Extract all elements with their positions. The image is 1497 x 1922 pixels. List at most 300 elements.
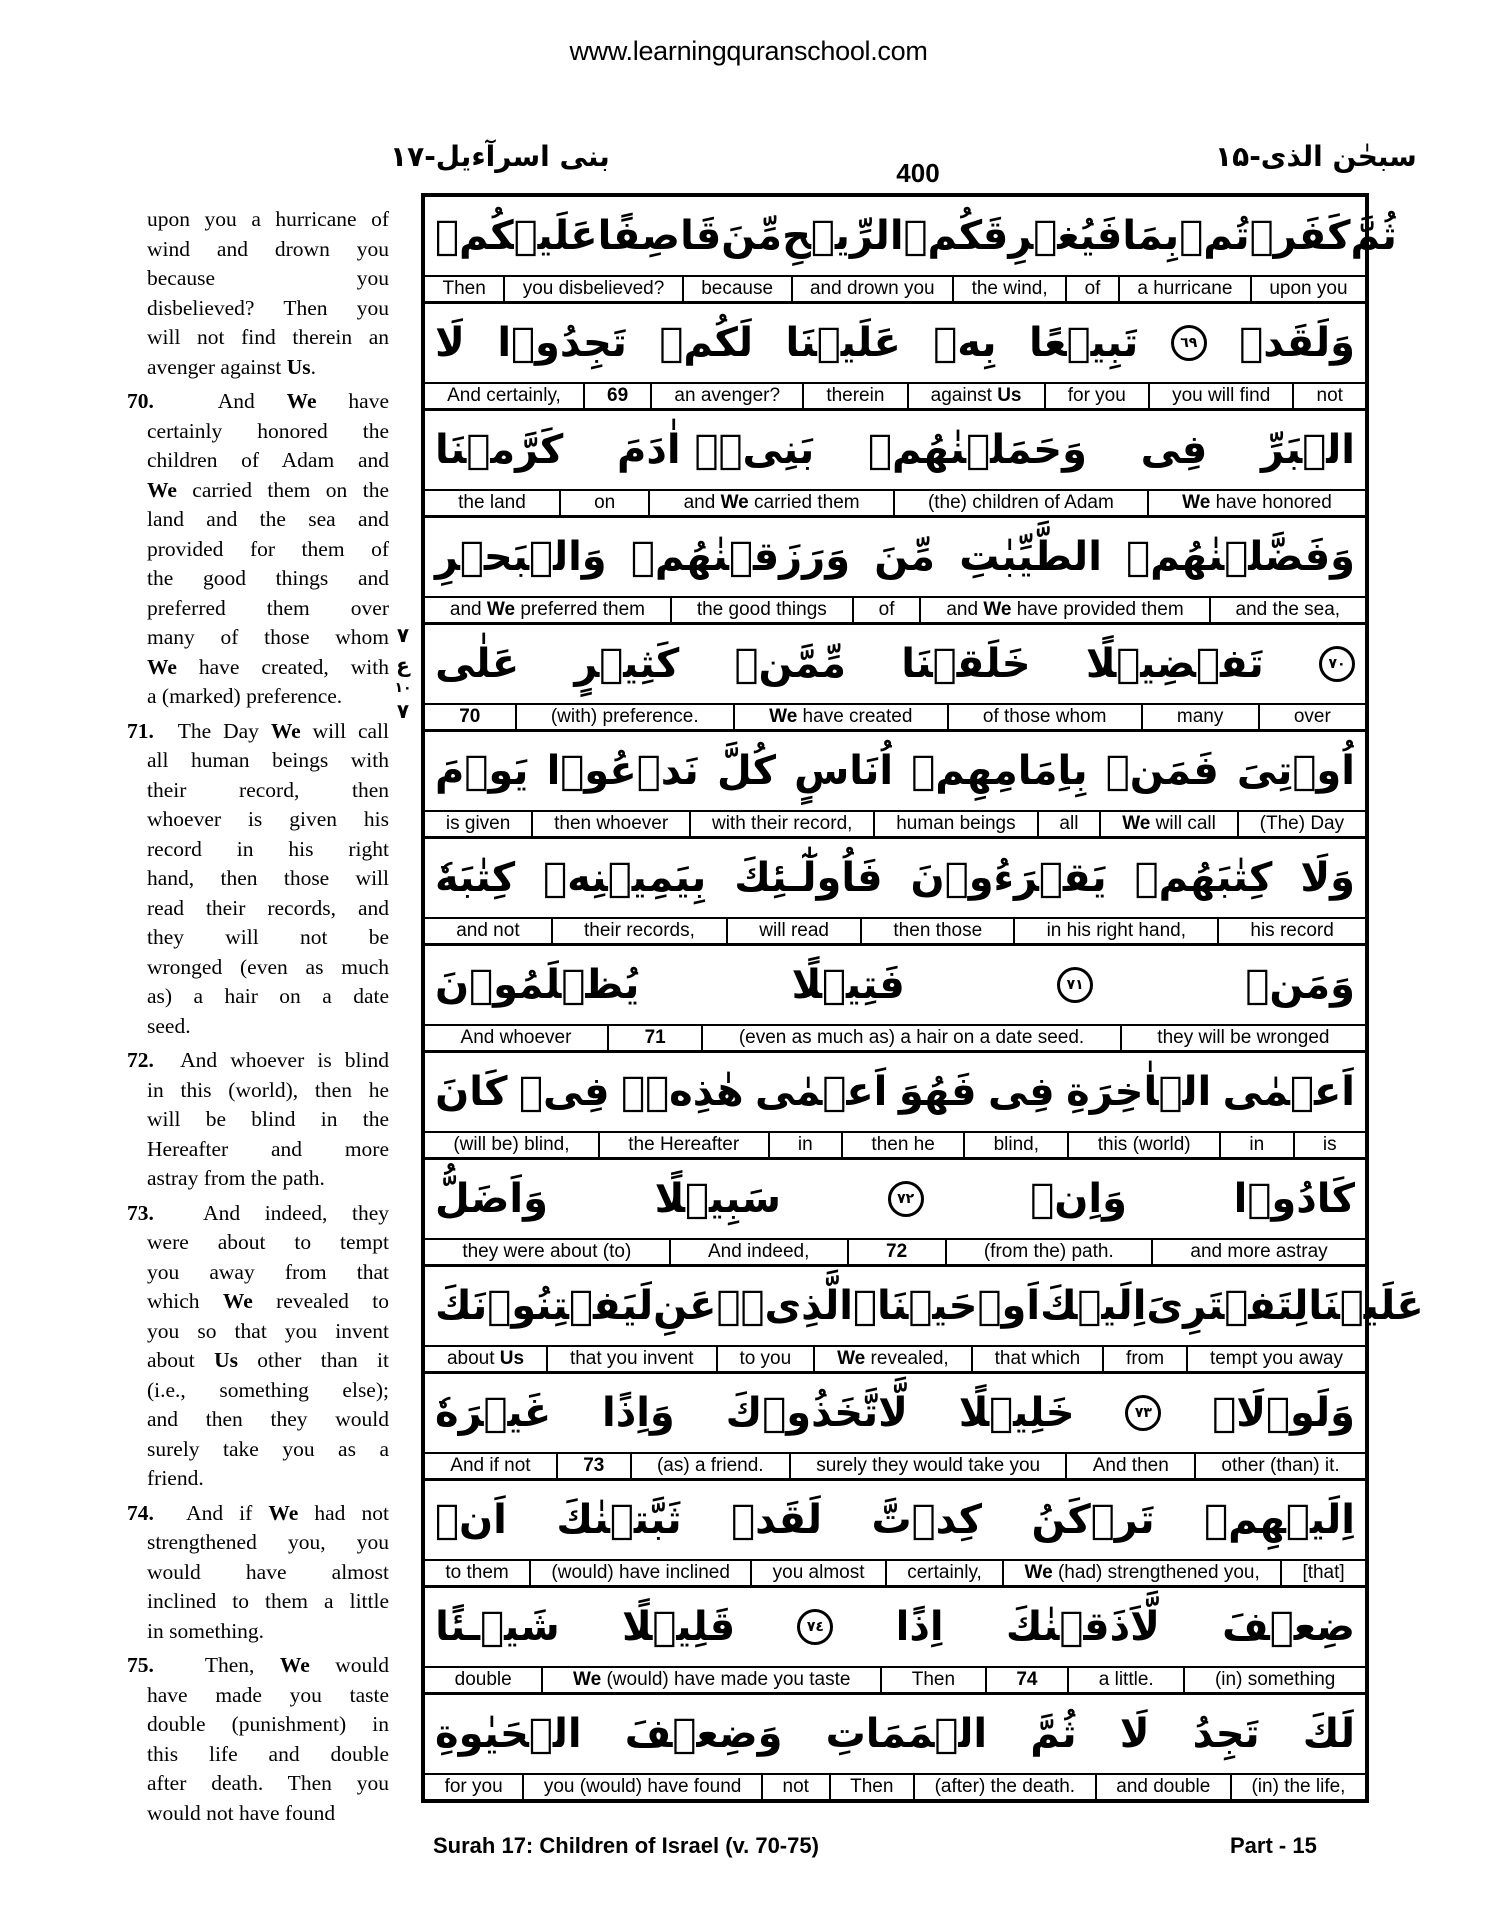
english-word-cell: and not (456, 920, 520, 941)
arabic-word: لَّاتَّخَذُوۡكَ (725, 1390, 908, 1436)
english-word-cell: that you invent (546, 1347, 715, 1371)
arabic-row (425, 732, 1365, 812)
translation-line: have made you taste (147, 1682, 389, 1707)
emphasis: We (1122, 813, 1151, 834)
english-word-cell: about Us (446, 1348, 525, 1369)
english-word-cell: human beings (873, 812, 1036, 836)
english-word-cell: with their record, (689, 812, 873, 836)
arabic-word: وَلَوۡلَاۤ (1212, 1390, 1355, 1436)
translation-line: because you (147, 266, 389, 290)
emphasis: We (837, 1348, 866, 1369)
arabic-word: تَبِيۡعًا (1029, 320, 1139, 366)
arabic-row (425, 304, 1365, 384)
translation-line: about Us other than it (147, 1348, 389, 1372)
english-row (425, 919, 1365, 943)
verse-translation (127, 1199, 389, 1494)
ayah-end-marker-icon: ٧٢ (888, 1181, 924, 1217)
english-row (425, 1668, 1365, 1692)
english-word-cell: (from the) path. (945, 1240, 1152, 1264)
english-word-cell: of those whom (947, 705, 1141, 729)
arabic-word: عَلَيۡنَا (785, 320, 901, 366)
translation-line: children of Adam and (147, 448, 389, 472)
english-word-cell: and We carried them (648, 491, 892, 515)
english-word-cell: not (761, 1775, 829, 1799)
english-word-cell: And certainly, (447, 385, 561, 406)
arabic-word: قَلِيۡلًا (621, 1604, 736, 1650)
arabic-word: لَكُمۡ (659, 320, 753, 366)
arabic-row (425, 839, 1365, 919)
translation-line: 75. Then, We would (127, 1653, 390, 1677)
arabic-word: عَلَيۡكُمۡ (435, 213, 598, 259)
english-row (425, 1561, 1365, 1585)
english-word-cell: against Us (907, 384, 1044, 408)
english-word-cell: And if not (450, 1455, 531, 1476)
ruku-top: ۷ (396, 623, 410, 647)
arabic-word: نَدۡعُوۡا (546, 748, 699, 794)
verse-translation (127, 1046, 389, 1194)
english-row (425, 1347, 1365, 1371)
english-word-cell: double (454, 1669, 512, 1690)
arabic-word: اُنَاسٍ (794, 748, 894, 794)
translation-line: this life and double (147, 1741, 389, 1766)
footer-surah-title: Surah 17: Children of Israel (v. 70-75) (433, 1833, 819, 1858)
arabic-word: تَفۡضِيۡلًا (1085, 641, 1264, 687)
arabic-word: الرِّيۡحِ (782, 213, 904, 259)
translation-line: in something. (147, 1618, 265, 1643)
translation-line: strengthened you, you (147, 1530, 389, 1554)
emphasis: Us (499, 1348, 525, 1369)
translation-line: inclined to them a little (147, 1589, 389, 1613)
arabic-word: كَادُوۡا (1233, 1176, 1355, 1222)
arabic-word: ضِعۡفَ (1222, 1604, 1355, 1650)
arabic-row (425, 1695, 1365, 1775)
translation-line: will be blind in the (147, 1107, 389, 1131)
arabic-word: بِمَا (1122, 213, 1180, 259)
english-row (425, 384, 1365, 408)
arabic-word: غَيۡرَهٗ (435, 1390, 552, 1436)
english-word-cell: We have created (733, 705, 947, 729)
english-word-cell: We (had) strengthened you, (1002, 1561, 1280, 1585)
english-word-cell: to you (716, 1347, 814, 1371)
english-word-cell: because (682, 277, 791, 301)
arabic-word: ثُمَّ (1350, 213, 1397, 259)
arabic-word: وَالۡبَحۡرِ (435, 534, 607, 580)
arabic-word: كَانَ (435, 1069, 508, 1115)
arabic-word: اِلَيۡهِمۡ (1204, 1497, 1355, 1543)
arabic-row (425, 946, 1365, 1026)
english-word-cell: this (world) (1067, 1133, 1219, 1157)
ayah-number-cell: 72 (847, 1240, 945, 1264)
translation-line: would have almost (147, 1559, 389, 1584)
arabic-word: مِّنَ (721, 213, 783, 259)
verse-translation (127, 1651, 389, 1828)
verse-row-block (425, 1160, 1365, 1267)
emphasis: We (147, 654, 177, 679)
translation-line: whoever is given his (147, 807, 389, 831)
surah-name-arabic: بنی اسرآءیل-۱۷ (390, 140, 610, 173)
emphasis: We (1182, 492, 1211, 513)
english-word-cell: of (852, 598, 920, 622)
arabic-word: يَوۡمَ (435, 748, 529, 794)
english-word-cell: upon you (1250, 277, 1365, 301)
english-word-cell: (in) the life, (1230, 1775, 1365, 1799)
english-word-cell: the wind, (952, 277, 1065, 301)
english-word-cell: for you (444, 1776, 503, 1797)
english-word-cell: (the) children of Adam (893, 491, 1147, 515)
english-word-cell: they were about (to) (462, 1241, 632, 1262)
arabic-row (425, 1374, 1365, 1454)
english-word-cell: [that] (1280, 1561, 1365, 1585)
english-word-cell: and the sea, (1209, 598, 1365, 622)
arabic-word: اَوۡحَيۡنَاۤ (853, 1283, 1041, 1329)
english-word-cell: of (1065, 277, 1118, 301)
english-word-cell: in (1219, 1133, 1293, 1157)
verse-row-block (425, 411, 1365, 518)
verse-row-block (425, 625, 1365, 732)
arabic-word: فَاُولٰٓـئِكَ (734, 855, 883, 901)
translation-line: friend. (147, 1466, 204, 1490)
english-row (425, 598, 1365, 622)
ruku-bottom: ۷ (396, 699, 410, 723)
english-word-cell: you will find (1148, 384, 1292, 408)
translation-line: surely take you as a (147, 1436, 389, 1461)
arabic-word: كَرَّمۡنَا (435, 427, 564, 473)
english-word-cell: (will be) blind, (453, 1134, 570, 1155)
english-word-cell: And indeed, (669, 1240, 847, 1264)
arabic-word: فَمَنۡ (1105, 748, 1219, 794)
translation-line: 74. And if We had not (127, 1500, 389, 1525)
translation-line: land and the sea and (147, 507, 389, 531)
arabic-word: لَيَفۡتِنُوۡنَكَ (435, 1283, 654, 1329)
verse-translation (127, 717, 389, 1042)
site-url: www.learningquranschool.com (569, 36, 928, 66)
english-word-cell: will read (726, 919, 860, 943)
arabic-word: هٰذِهٖۤ (621, 1069, 744, 1115)
emphasis: We (270, 718, 301, 743)
translation-line: will not find therein an (147, 325, 389, 349)
arabic-word: كَثِيۡرٍ (574, 641, 680, 687)
arabic-word: وَرَزَقۡنٰهُمۡ (630, 534, 851, 580)
english-word-cell: you disbelieved? (503, 277, 681, 301)
english-row (425, 1026, 1365, 1050)
translation-line: disbelieved? Then you (147, 295, 389, 320)
english-word-cell: surely they would take you (789, 1454, 1066, 1478)
english-row (425, 1454, 1365, 1478)
translation-line: certainly honored the (147, 418, 389, 443)
arabic-word: لَا (1119, 1711, 1150, 1757)
english-word-cell: over (1258, 705, 1365, 729)
arabic-word: ثَبَّتۡنٰكَ (556, 1497, 682, 1543)
translation-line: the good things and (147, 566, 389, 590)
part-name-arabic: سبحٰن الذی-۱۵ (1215, 140, 1417, 173)
english-word-cell: is given (445, 813, 511, 834)
ayah-number-cell: 69 (583, 384, 650, 408)
word-by-word-table (421, 193, 1424, 1803)
verse-number: 72. (127, 1048, 181, 1072)
english-word-cell: certainly, (885, 1561, 1002, 1585)
english-word-cell: then those (860, 919, 1013, 943)
ayah-end-marker-icon: ٧٤ (797, 1609, 833, 1645)
arabic-word: تَجِدُوۡا (497, 320, 627, 366)
arabic-word: بِهٖ (933, 320, 997, 366)
arabic-word: وَاَضَلُّ (435, 1176, 548, 1222)
arabic-word: ثُمَّ (1030, 1711, 1077, 1757)
translation-line: seed. (147, 1013, 191, 1038)
ayah-end-marker-icon: ٧٠ (1319, 646, 1355, 682)
verse-number: 73. (127, 1200, 204, 1225)
translation-line: provided for them of (147, 536, 389, 561)
emphasis: Us (997, 385, 1022, 406)
arabic-word: فِى (1140, 427, 1208, 473)
english-row (425, 705, 1365, 729)
translation-line: which We revealed to (147, 1289, 390, 1313)
english-word-cell: tempt you away (1186, 1347, 1365, 1371)
arabic-row (425, 1267, 1424, 1347)
translation-line: you so that you invent (147, 1318, 389, 1343)
arabic-word: كِدۡتَّ (871, 1497, 983, 1543)
ayah-end-marker-icon: ٧٣ (1125, 1395, 1161, 1431)
translation-line: after death. Then you (147, 1771, 389, 1795)
emphasis: Us (286, 354, 311, 379)
verse-row-block (425, 1695, 1365, 1799)
ayah-end-marker-icon: ٧١ (1057, 967, 1093, 1003)
arabic-word: كُلَّ (716, 748, 776, 794)
arabic-word: وَلَا (1300, 855, 1355, 901)
english-word-cell: (The) Day (1237, 812, 1365, 836)
english-row (425, 1775, 1365, 1799)
english-row (425, 491, 1365, 515)
arabic-word: تَرۡكَنُ (1031, 1497, 1155, 1543)
ayah-end-marker-icon: ٦٩ (1171, 325, 1207, 361)
english-word-cell: and We preferred them (449, 599, 645, 620)
arabic-word: وَضِعۡفَ (624, 1711, 783, 1757)
english-word-cell: the good things (670, 598, 852, 622)
english-word-cell: (after) the death. (913, 1775, 1095, 1799)
english-word-cell: Then (880, 1668, 985, 1692)
ayah-number-cell: 73 (556, 1454, 630, 1478)
arabic-word: كِتٰبَهُمۡ (1134, 855, 1273, 901)
emphasis: We (286, 389, 317, 413)
translation-line: We have created, with (147, 654, 389, 679)
arabic-word: يَقۡرَءُوۡنَ (910, 855, 1107, 901)
translation-line: record in his right (147, 836, 389, 861)
translation-line: hand, then those will (147, 866, 389, 890)
english-word-cell: blind, (963, 1133, 1067, 1157)
english-word-cell: and more astray (1151, 1240, 1365, 1264)
translation-line: wind and drown you (147, 236, 389, 261)
arabic-word: عَلٰى (435, 641, 520, 687)
translation-line: wronged (even as much (147, 954, 389, 979)
verse-row-block (425, 839, 1365, 946)
arabic-row (425, 1053, 1365, 1133)
arabic-word: اَعۡمٰى (1222, 1069, 1355, 1115)
translation-line: astray from the path. (147, 1166, 325, 1190)
verse-row-block (425, 304, 1365, 411)
english-word-cell: and double (1095, 1775, 1230, 1799)
verse-row-block (425, 1267, 1424, 1374)
arabic-word: شَيۡـئًا (435, 1604, 560, 1650)
arabic-row (425, 1481, 1365, 1561)
verse-number: 71. (127, 718, 178, 743)
translation-column (127, 205, 389, 1833)
arabic-word: سَبِيۡلًا (654, 1176, 781, 1222)
verse-row-block (425, 197, 1397, 304)
emphasis: We (486, 599, 516, 620)
english-word-cell: therein (802, 384, 906, 408)
arabic-word: وَاِذًا (601, 1390, 675, 1436)
translation-line: 70. And We have (127, 389, 389, 413)
arabic-word: اَنۡ (435, 1497, 507, 1543)
emphasis: We (720, 492, 749, 513)
english-word-cell: (with) preference. (515, 705, 733, 729)
english-row (425, 1133, 1365, 1157)
english-row (425, 277, 1365, 301)
english-word-cell: not (1292, 384, 1365, 408)
arabic-word: بَنِىۡۤ اٰدَمَ (617, 427, 815, 473)
verse-number: 75. (127, 1653, 205, 1677)
emphasis: We (573, 1669, 602, 1690)
english-word-cell: all (1037, 812, 1100, 836)
arabic-word: اِذًا (895, 1604, 944, 1650)
translation-line: avenger against Us. (147, 354, 316, 379)
arabic-word: فَيُغۡرِقَكُمۡ (903, 213, 1123, 259)
arabic-row (425, 625, 1365, 705)
arabic-word: لِتَفۡتَرِىَ (1146, 1283, 1309, 1329)
footer-part: Part - 15 (1230, 1833, 1317, 1858)
english-word-cell: from (1102, 1347, 1186, 1371)
english-word-cell: (in) something (1183, 1668, 1365, 1692)
translation-line: We carried them on the (147, 477, 389, 502)
arabic-word: لَقَدۡ (731, 1497, 822, 1543)
english-word-cell: other (than) it. (1194, 1454, 1365, 1478)
english-word-cell: the Hereafter (598, 1133, 768, 1157)
verse-number: 74. (127, 1500, 187, 1525)
arabic-word: عَلَيۡنَا (1308, 1283, 1424, 1329)
english-word-cell: you almost (750, 1561, 885, 1585)
verse-row-block (425, 518, 1365, 625)
verse-translation (127, 1499, 389, 1647)
arabic-word: وَحَمَلۡنٰهُمۡ (868, 427, 1087, 473)
english-word-cell: to them (445, 1562, 509, 1583)
emphasis: We (268, 1500, 299, 1525)
arabic-row (425, 1160, 1365, 1240)
emphasis: Us (214, 1348, 238, 1372)
english-word-cell: their records, (551, 919, 726, 943)
arabic-row (425, 411, 1365, 491)
arabic-word: الۡاٰخِرَةِ (1066, 1069, 1212, 1115)
arabic-word: الطَّيِّبٰتِ (959, 534, 1102, 580)
translation-line: were about to tempt (147, 1230, 389, 1254)
arabic-word: وَاِنۡ (1030, 1176, 1127, 1222)
english-word-cell: and We have provided them (919, 598, 1208, 622)
emphasis: We (147, 477, 177, 502)
arabic-word: الَّذِىۡۤ (716, 1283, 853, 1329)
emphasis: We (1024, 1562, 1053, 1583)
translation-line: they will not be (147, 925, 389, 949)
arabic-word: وَفَضَّلۡنٰهُمۡ (1126, 534, 1355, 580)
english-word-cell: We will call (1099, 812, 1236, 836)
verse-row-block (425, 946, 1365, 1053)
verse-row-block (425, 1053, 1365, 1160)
verse-row-block (425, 1481, 1365, 1588)
english-word-cell: for you (1044, 384, 1148, 408)
translation-line: upon you a hurricane of (147, 207, 389, 231)
verse-row-block (425, 1374, 1365, 1481)
verse-translation (127, 205, 389, 382)
translation-line: double (punishment) in (147, 1712, 389, 1736)
arabic-word: لَكَ (1302, 1711, 1355, 1757)
english-word-cell: is (1293, 1133, 1365, 1157)
translation-line: would not have found (147, 1800, 336, 1825)
translation-line: and then they would (147, 1407, 389, 1431)
english-word-cell: and drown you (791, 277, 953, 301)
english-word-cell: they will be wronged (1120, 1026, 1365, 1050)
arabic-word: عَنِ (653, 1283, 717, 1329)
english-word-cell: (even as much as) a hair on a date seed. (701, 1026, 1119, 1050)
arabic-word: قَاصِفًا (597, 213, 722, 259)
english-word-cell: And then (1065, 1454, 1194, 1478)
ruku-marker (388, 620, 418, 726)
translation-line: 73. And indeed, they (127, 1200, 389, 1225)
emphasis: We (769, 706, 798, 727)
translation-line: many of those whom (147, 625, 389, 649)
english-word-cell: Then (829, 1775, 913, 1799)
arabic-word: مِّنَ (874, 534, 936, 580)
english-word-cell: We (would) have made you taste (541, 1668, 880, 1692)
english-word-cell: a hurricane (1118, 277, 1250, 301)
english-word-cell: (as) a friend. (630, 1454, 789, 1478)
arabic-word: الۡمَمَاتِ (825, 1711, 988, 1757)
verse-row-block (425, 732, 1365, 839)
arabic-word: كَفَرۡتُمۡ (1179, 213, 1351, 259)
arabic-row (425, 197, 1397, 277)
translation-line: preferred them over (147, 595, 389, 620)
arabic-word: مِّمَّنۡ (734, 641, 847, 687)
english-word-cell: We revealed, (813, 1347, 971, 1371)
arabic-word: فِىۡ (518, 1069, 610, 1115)
english-row (425, 1240, 1365, 1264)
translation-line: 72. And whoever is blind (127, 1048, 389, 1072)
arabic-row (425, 518, 1365, 598)
verse-translation (127, 387, 389, 712)
arabic-word: بِيَمِيۡنِهٖ (543, 855, 707, 901)
arabic-word: كِتٰبَهٗ (435, 855, 516, 901)
arabic-word: فِى (987, 1069, 1055, 1115)
arabic-word: بِاِمَامِهِمۡ (911, 748, 1088, 794)
arabic-word: الۡحَيٰوةِ (435, 1711, 582, 1757)
english-word-cell: the land (458, 492, 526, 513)
english-word-cell: And whoever (460, 1027, 572, 1048)
english-word-cell: a little. (1067, 1668, 1183, 1692)
verse-number: 70. (127, 389, 218, 413)
arabic-word: الۡبَرِّ (1261, 427, 1355, 473)
ruku-middle: ۱۰ (394, 680, 412, 696)
arabic-word: لَّاَذَقۡنٰكَ (1005, 1604, 1160, 1650)
arabic-word: خَلِيۡلًا (958, 1390, 1075, 1436)
arabic-word: اُوۡتِىَ (1236, 748, 1355, 794)
translation-line: their record, then (147, 777, 389, 802)
english-word-cell: that which (971, 1347, 1102, 1371)
english-word-cell: many (1141, 705, 1258, 729)
translation-line: all human beings with (147, 748, 389, 772)
arabic-word: اَعۡمٰى (755, 1069, 888, 1115)
ayah-number-cell: 70 (459, 706, 481, 727)
english-row (425, 812, 1365, 836)
arabic-word: فَتِيۡلًا (791, 962, 905, 1008)
english-word-cell: (would) have inclined (529, 1561, 750, 1585)
translation-line: a (marked) preference. (147, 684, 343, 708)
emphasis: We (222, 1289, 253, 1313)
